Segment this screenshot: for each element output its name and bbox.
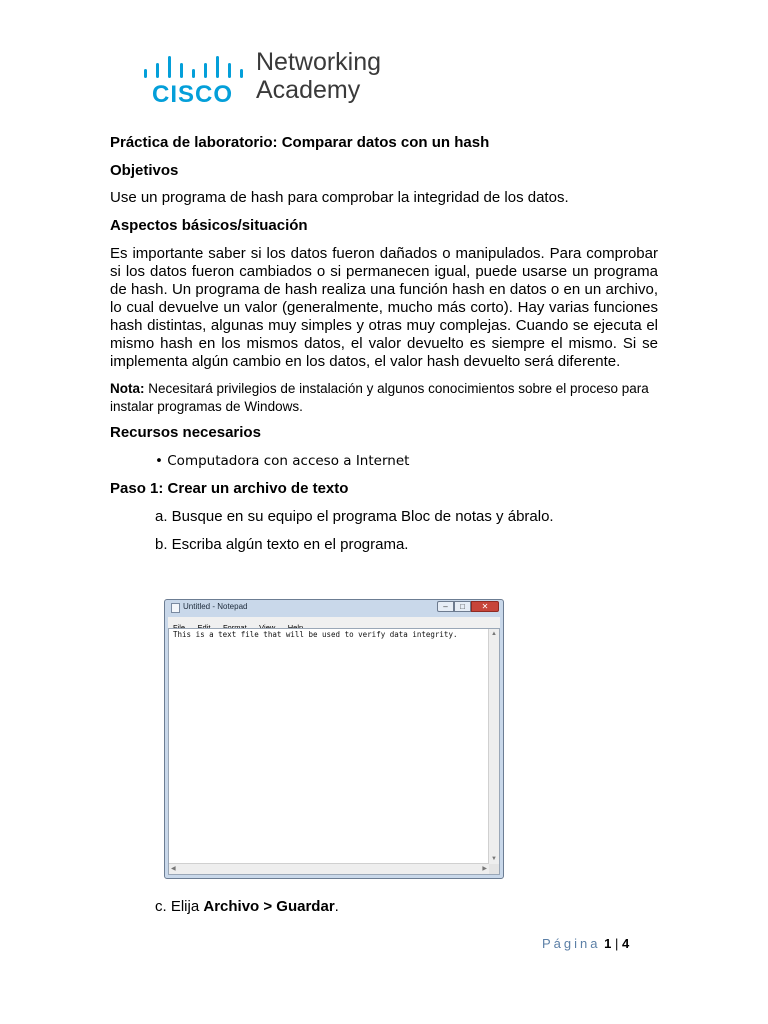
paso1-heading: Paso 1: Crear un archivo de texto [110, 480, 349, 497]
footer-page-number: 1 [604, 936, 612, 951]
scroll-down-icon: ▼ [491, 856, 497, 862]
close-icon: ✕ [471, 601, 499, 612]
nota-paragraph [110, 380, 658, 416]
horizontal-scrollbar [169, 863, 489, 874]
scroll-right-icon: ▶ [482, 866, 487, 872]
objetivos-heading: Objetivos [110, 162, 179, 179]
scroll-up-icon: ▲ [491, 631, 497, 637]
notepad-menubar [168, 617, 500, 628]
page-footer [542, 936, 629, 951]
scrollbar-corner [489, 864, 499, 874]
page-title: Práctica de laboratorio: Comparar datos con un hash [110, 134, 490, 151]
notepad-titlebar [165, 600, 503, 616]
recursos-item: • Computadora con acceso a Internet [155, 453, 410, 469]
notepad-content: This is a text file that will be used to verify data integrity. [173, 630, 458, 639]
recursos-heading: Recursos necesarios [110, 424, 261, 441]
step-c-command: Archivo > Guardar [203, 898, 335, 915]
aspectos-text: Es importante saber si los datos fueron dañados o manipulados. Para comprobar si los datos fueron cambiados o si permanecen igual, puede usarse un programa de hash. Un programa de hash realiza una función hash en datos o en un archivo, lo cual devuelve un valor (generalmente, mucho más corto). Hay varias funciones hash distintas, algunas muy simples y otras muy complejas. Cuando se ejecuta el mismo hash en los mismos datos, el valor devuelto es siempre el mismo. Si se implementa algún cambio en los datos, el valor hash devuelto será diferente. [110, 245, 658, 370]
nota-text: Necesitará privilegios de instalación y algunos conocimientos sobre el proceso para instalar programas de Windows. [110, 381, 649, 414]
notepad-screenshot [164, 599, 504, 879]
cisco-wordmark: CISCO [152, 81, 234, 108]
academy-wordmark: Networking Academy [256, 48, 382, 104]
notepad-app-icon [171, 603, 180, 613]
footer-total-pages: 4 [621, 936, 630, 951]
scroll-left-icon: ◀ [171, 866, 176, 872]
footer-separator: | [614, 936, 619, 951]
notepad-title: Untitled - Notepad [183, 602, 248, 611]
footer-label: Página [542, 936, 601, 951]
aspectos-heading: Aspectos básicos/situación [110, 217, 308, 234]
cisco-networking-academy-logo [142, 48, 412, 110]
vertical-scrollbar [488, 629, 499, 864]
step-b: b. Escriba algún texto en el programa. [155, 536, 409, 553]
step-a: a. Busque en su equipo el programa Bloc de notas y ábralo. [155, 508, 554, 525]
minimize-icon: – [437, 601, 454, 612]
cisco-bridge-icon [142, 50, 242, 78]
nota-label: Nota: [110, 381, 145, 396]
objetivos-text: Use un programa de hash para comprobar la integridad de los datos. [110, 189, 569, 206]
step-c: c. Elija Archivo > Guardar. [155, 898, 339, 915]
notepad-text-area [168, 628, 500, 875]
maximize-icon: □ [454, 601, 471, 612]
